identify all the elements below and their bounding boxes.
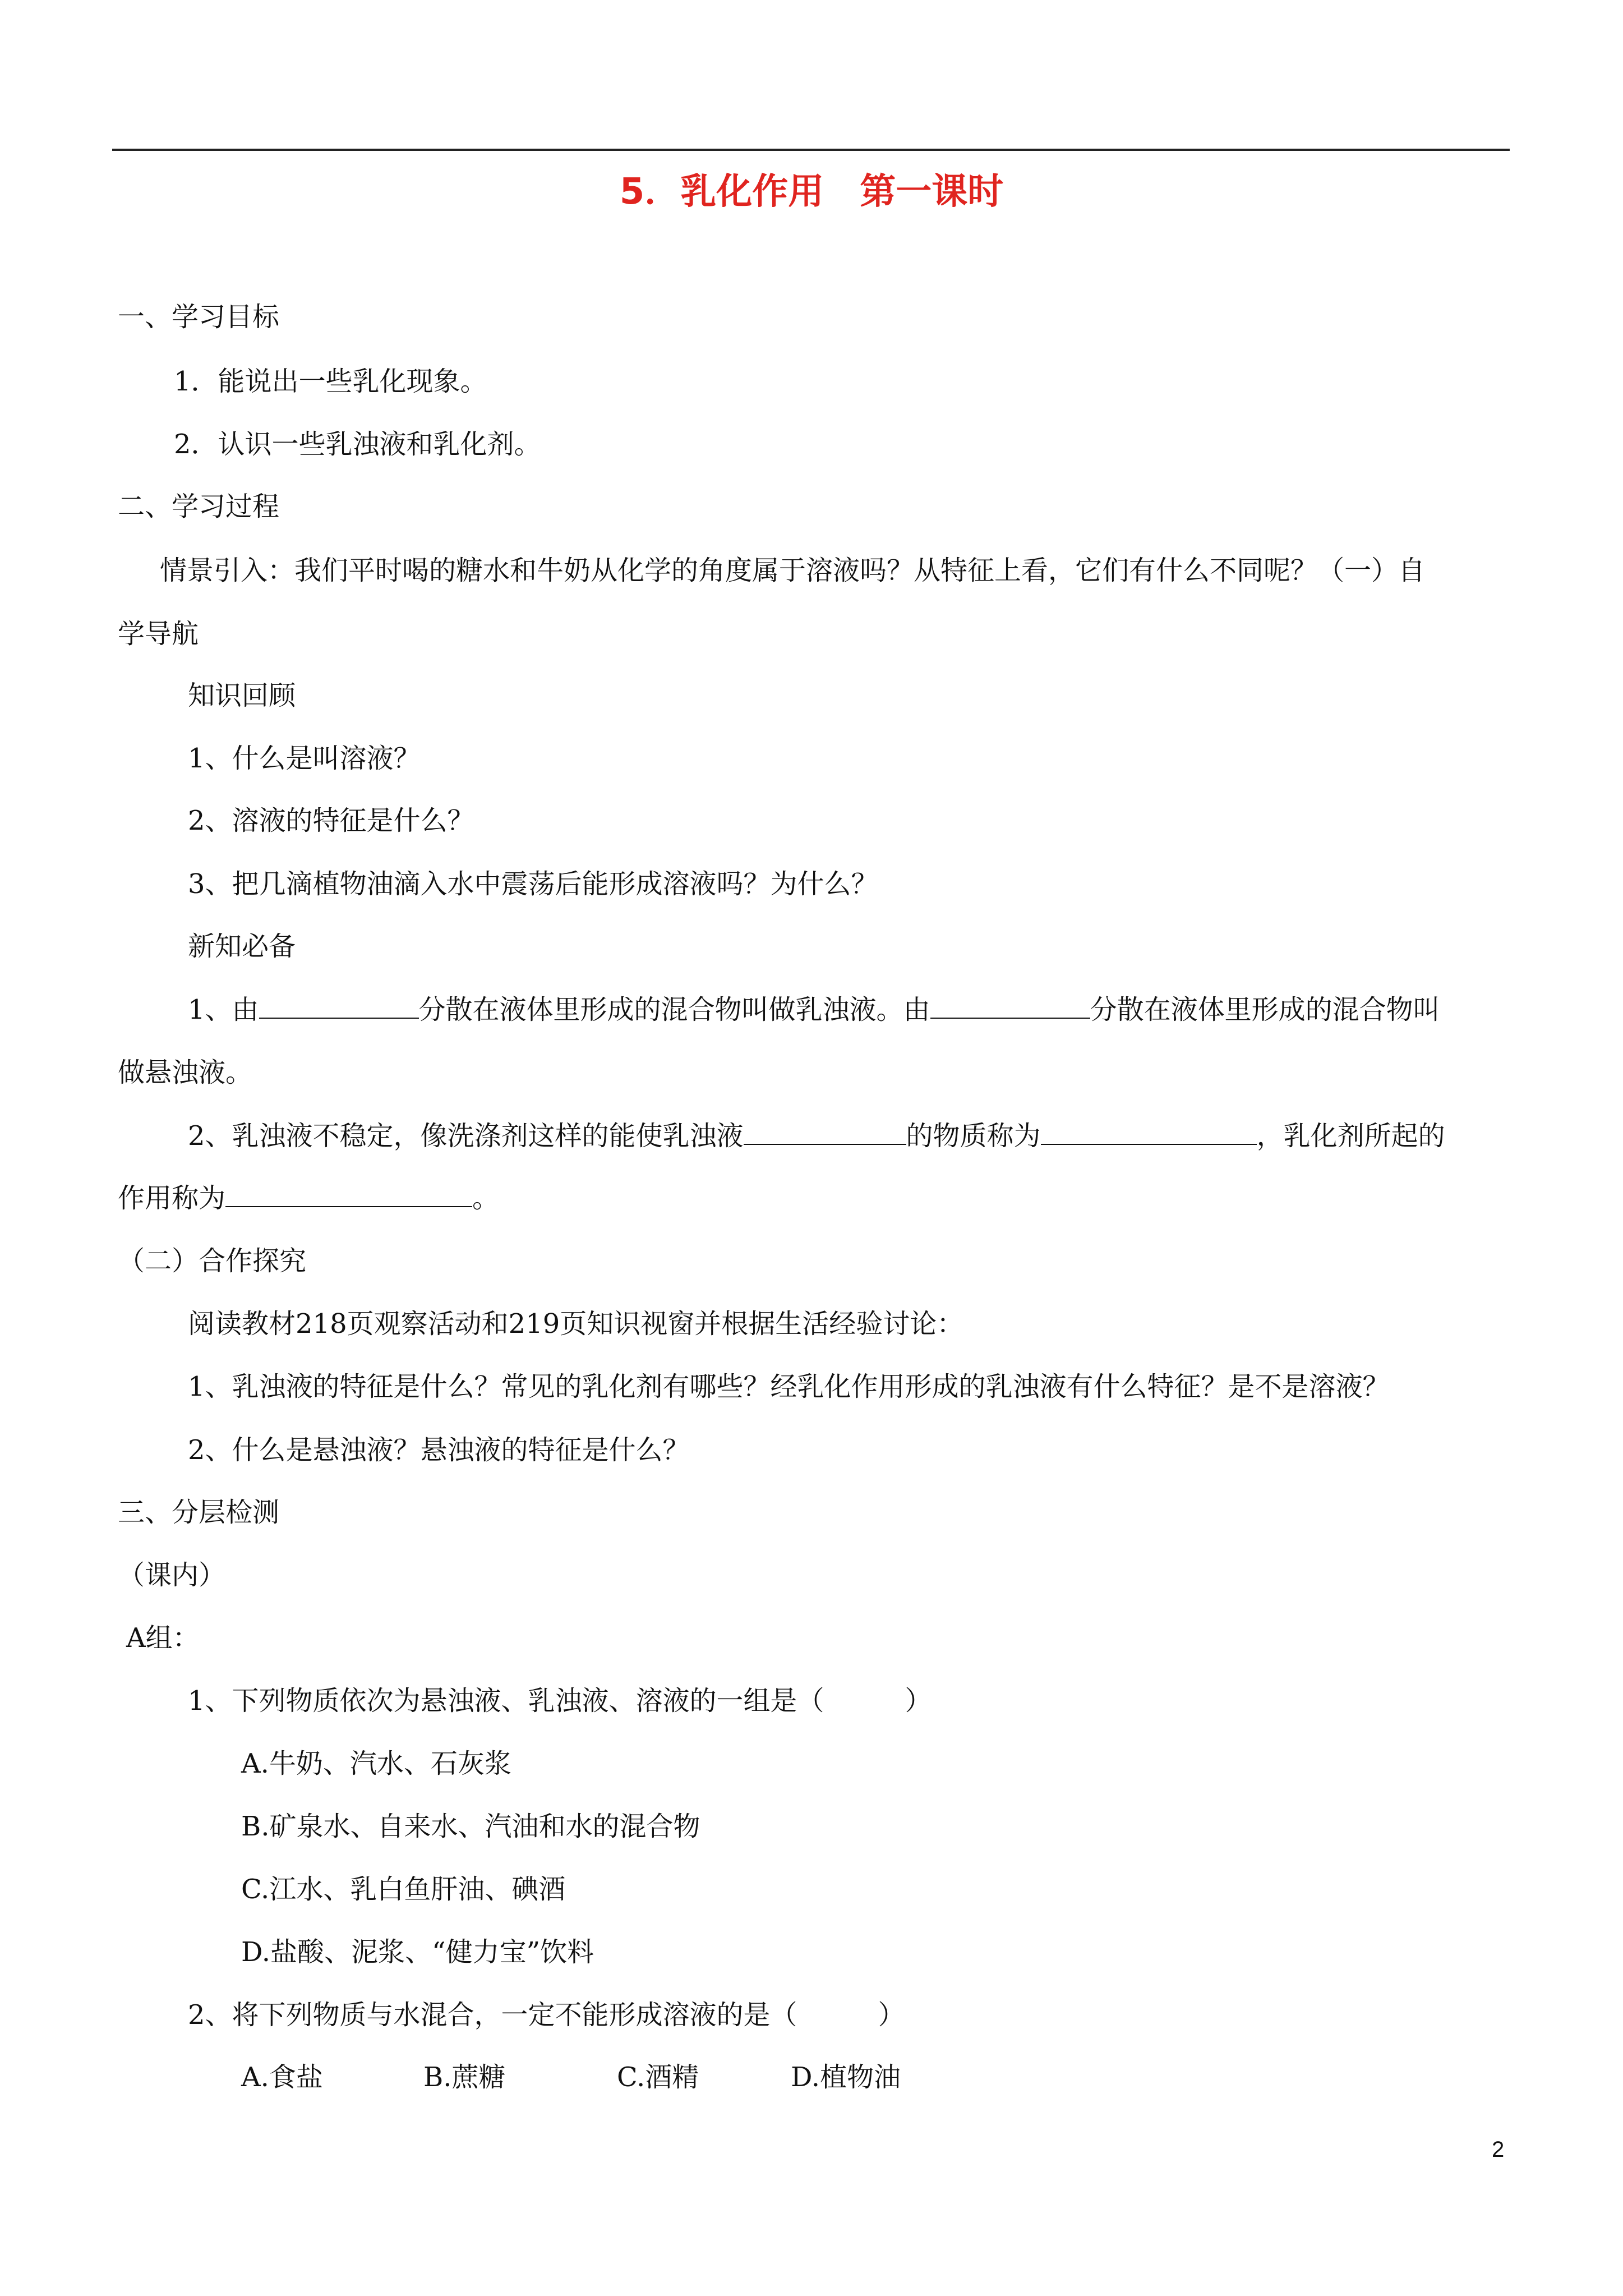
- answer-blank[interactable]: [1041, 1119, 1257, 1145]
- group-label: A组：: [126, 1622, 200, 1654]
- fill-in-line-2-cont: [118, 1181, 499, 1215]
- fill-text: 2、乳浊液不稳定，像洗涤剂这样的能使乳浊液: [188, 1120, 744, 1152]
- objective-item: 2．认识一些乳浊液和乳化剂。: [174, 429, 541, 460]
- page-number: 2: [1492, 2137, 1505, 2162]
- question-1: 1、下列物质依次为悬浊液、乳浊液、溶液的一组是（ ）: [188, 1685, 932, 1717]
- answer-blank[interactable]: [744, 1119, 906, 1145]
- answer-blank[interactable]: [259, 993, 419, 1019]
- review-question: 1、什么是叫溶液？: [188, 743, 421, 774]
- subheading-cooperation: （二）合作探究: [118, 1245, 307, 1277]
- objective-item: 1．能说出一些乳化现象。: [174, 366, 487, 397]
- subheading-new-knowledge: 新知必备: [188, 931, 296, 962]
- fill-in-line-1-cont: 做悬浊液。: [118, 1057, 253, 1088]
- fill-text: 分散在液体里形成的混合物叫: [1090, 994, 1440, 1025]
- answer-blank[interactable]: [225, 1181, 472, 1207]
- discussion-question: 1、乳浊液的特征是什么？常见的乳化剂有哪些？经乳化作用形成的乳浊液有什么特征？是不是溶液？: [188, 1371, 1390, 1402]
- option-c: C.江水、乳白鱼肝油、碘酒: [241, 1874, 566, 1905]
- q2-option-b: B.蔗糖: [423, 2062, 506, 2093]
- fill-in-line-1: [188, 993, 1440, 1027]
- section-heading-test: 三、分层检测: [118, 1497, 280, 1528]
- option-a: A.牛奶、汽水、石灰浆: [241, 1748, 511, 1779]
- option-b: B.矿泉水、自来水、汽油和水的混合物: [241, 1811, 700, 1842]
- fill-text: 。: [472, 1182, 500, 1214]
- option-d: D.盐酸、泥浆、“健力宝”饮料: [241, 1936, 594, 1968]
- header-rule: [112, 149, 1510, 151]
- fill-text: 1、由: [188, 994, 259, 1025]
- subheading-review: 知识回顾: [188, 680, 296, 711]
- reading-instruction: 阅读教材218页观察活动和219页知识视窗并根据生活经验讨论：: [188, 1308, 964, 1340]
- intro-paragraph-cont: 学导航: [118, 618, 199, 650]
- q2-option-c: C.酒精: [617, 2062, 699, 2093]
- page-title: 5．乳化作用 第一课时: [619, 171, 1004, 213]
- intro-paragraph: 情景引入：我们平时喝的糖水和牛奶从化学的角度属于溶液吗？从特征上看，它们有什么不同呢？（一）自: [160, 555, 1426, 586]
- discussion-question: 2、什么是悬浊液？悬浊液的特征是什么？: [188, 1434, 690, 1466]
- question-2: 2、将下列物质与水混合，一定不能形成溶液的是（ ）: [188, 1999, 905, 2031]
- section-heading-objectives: 一、学习目标: [118, 301, 280, 333]
- subheading-in-class: （课内）: [118, 1559, 226, 1591]
- fill-text: 作用称为: [118, 1182, 226, 1214]
- fill-text: ，乳化剂所起的: [1256, 1120, 1445, 1152]
- fill-in-line-2: [188, 1119, 1445, 1153]
- fill-text: 的物质称为: [906, 1120, 1041, 1152]
- review-question: 3、把几滴植物油滴入水中震荡后能形成溶液吗？为什么？: [188, 868, 878, 900]
- review-question: 2、溶液的特征是什么？: [188, 805, 474, 836]
- fill-text: 分散在液体里形成的混合物叫做乳浊液。由: [418, 994, 930, 1025]
- q2-option-d: D.植物油: [791, 2062, 901, 2093]
- q2-option-a: A.食盐: [241, 2062, 323, 2093]
- section-heading-process: 二、学习过程: [118, 491, 280, 522]
- answer-blank[interactable]: [930, 993, 1090, 1019]
